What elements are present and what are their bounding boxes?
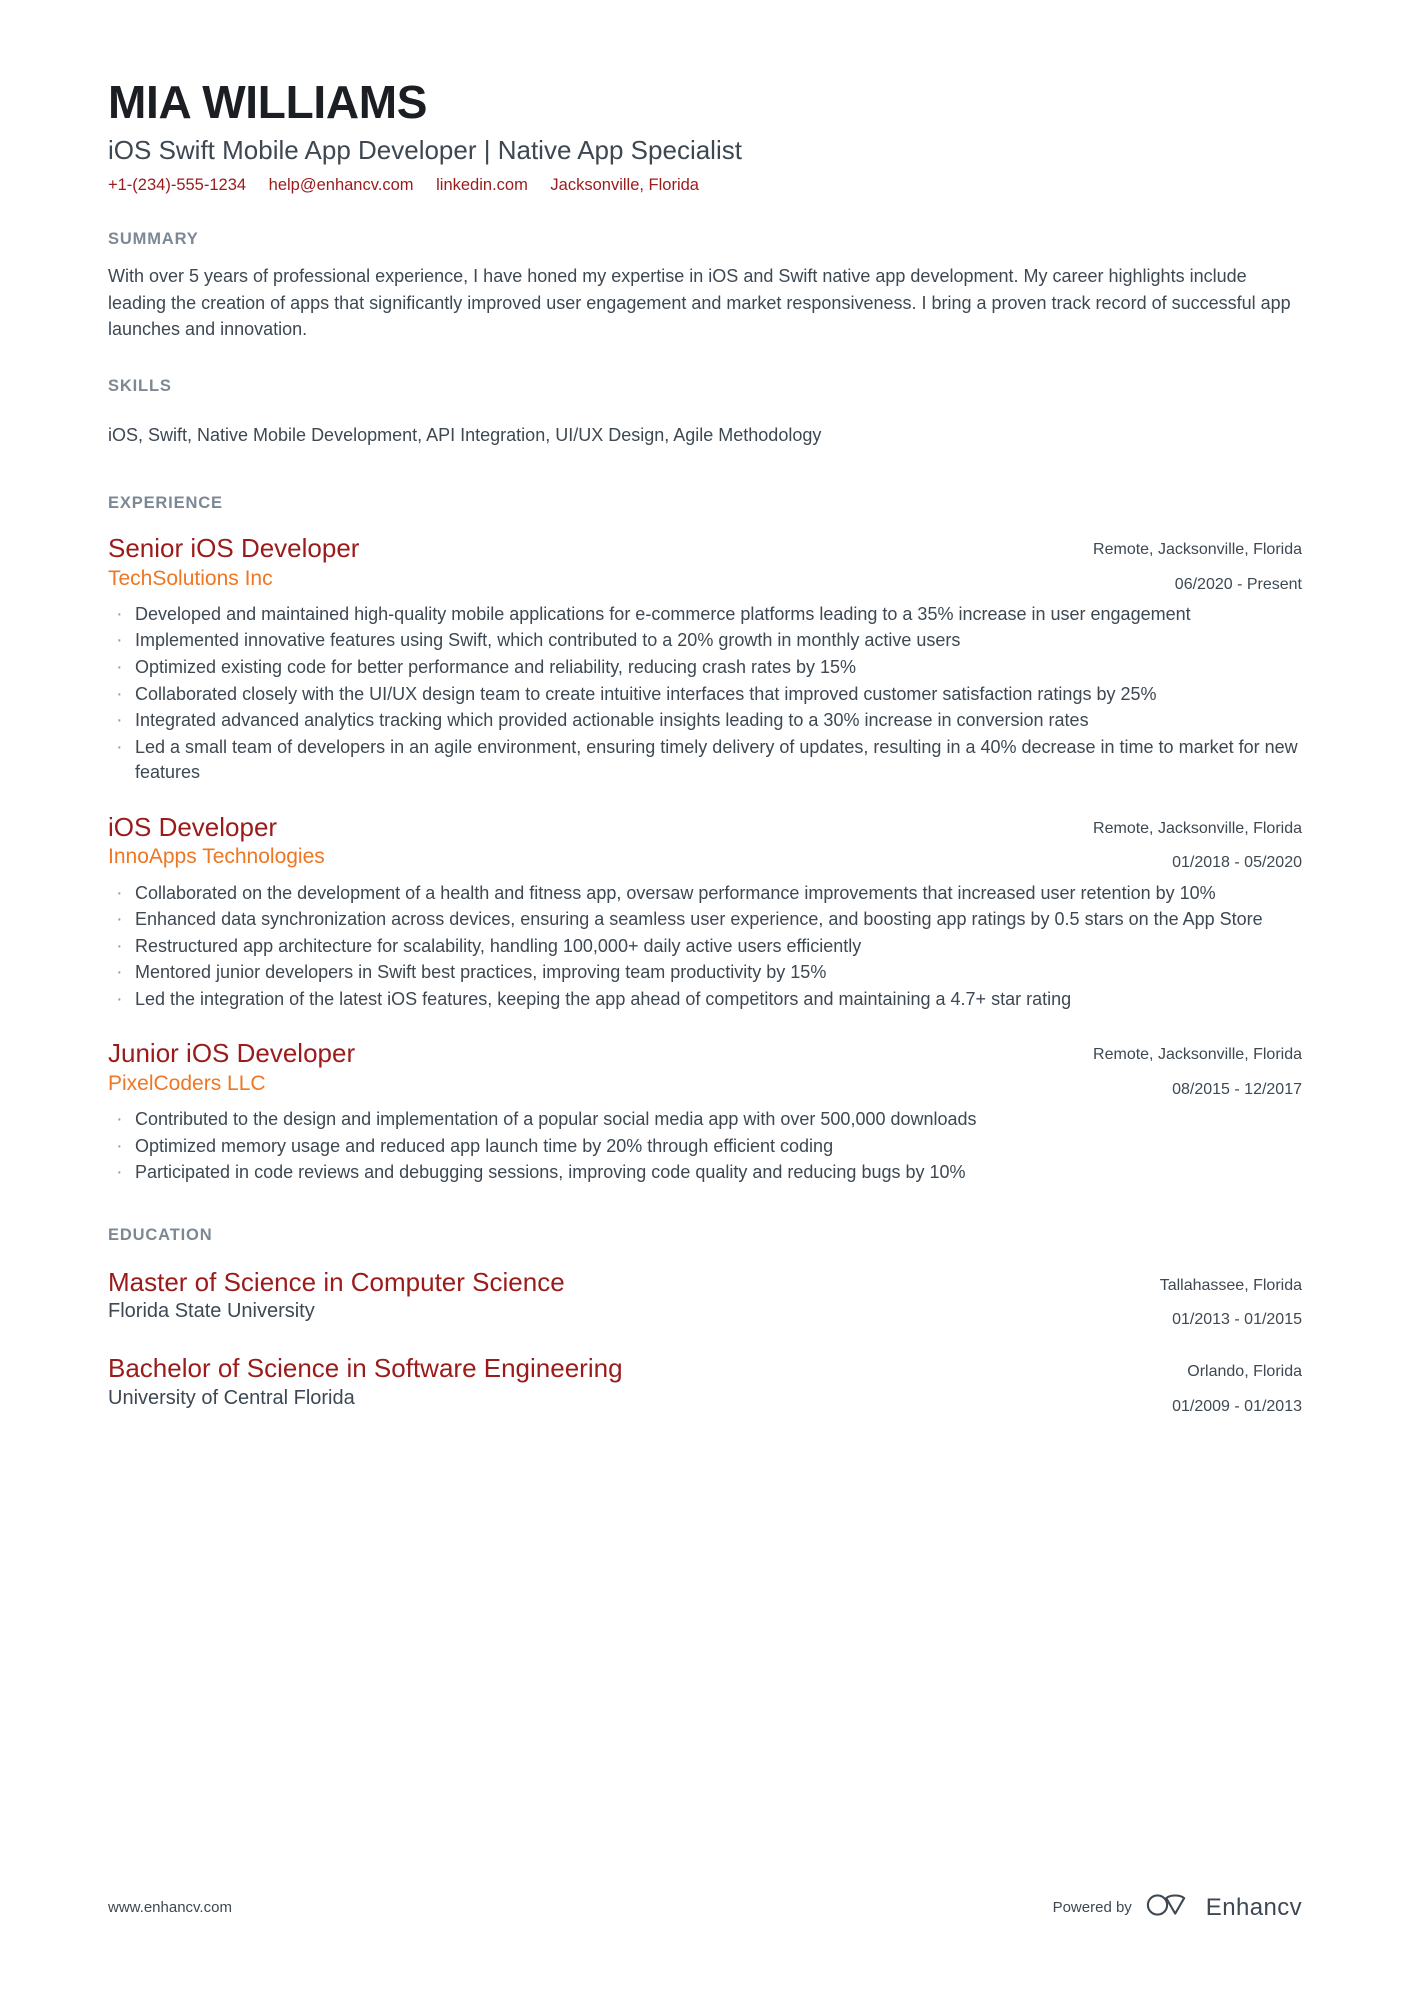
education-entry-head bbox=[108, 1267, 1302, 1332]
experience-role: Senior iOS Developer bbox=[108, 533, 360, 564]
section-summary bbox=[108, 230, 1302, 342]
list-item: · Enhanced data synchronization across devices, ensuring a seamless user experience, and boosting app ratings by 0.5 stars on the App Store bbox=[108, 907, 1302, 933]
list-item: · Led a small team of developers in an agile environment, ensuring timely delivery of updates, resulting in a 40% decrease in time to market for new features bbox=[108, 735, 1302, 786]
education-entry-right bbox=[1160, 1267, 1302, 1332]
section-title-summary: SUMMARY bbox=[108, 230, 199, 249]
resume-header bbox=[108, 0, 1302, 196]
experience-entry bbox=[108, 533, 1302, 786]
education-entry-left bbox=[108, 1353, 1172, 1411]
experience-company: PixelCoders LLC bbox=[108, 1071, 266, 1095]
list-item: · Developed and maintained high-quality mobile applications for e-commerce platforms leading to a 35% increase in user engagement bbox=[108, 602, 1302, 628]
experience-entry-left bbox=[108, 1038, 1093, 1097]
education-entry-right bbox=[1172, 1353, 1302, 1418]
education-dates: 01/2013 - 01/2015 bbox=[1172, 1311, 1302, 1329]
experience-entry-head bbox=[108, 812, 1302, 875]
experience-entry-right bbox=[1093, 533, 1302, 596]
section-experience bbox=[108, 494, 1302, 1186]
contact-location: Jacksonville, Florida bbox=[550, 175, 699, 194]
job-headline: iOS Swift Mobile App Developer | Native App Specialist bbox=[108, 134, 742, 165]
education-entry-head bbox=[108, 1353, 1302, 1418]
contact-line bbox=[108, 175, 1302, 196]
contact-phone[interactable]: +1-(234)-555-1234 bbox=[108, 175, 247, 194]
experience-bullets bbox=[108, 602, 1302, 786]
experience-entry-left bbox=[108, 812, 1093, 871]
education-degree: Master of Science in Computer Science bbox=[108, 1266, 565, 1297]
education-dates: 01/2009 - 01/2013 bbox=[1172, 1397, 1302, 1415]
education-school: Florida State University bbox=[108, 1300, 315, 1323]
list-item: · Collaborated closely with the UI/UX design team to create intuitive interfaces that improved customer satisfaction ratings by 25% bbox=[108, 682, 1302, 708]
experience-bullets bbox=[108, 1107, 1302, 1186]
list-item: · Contributed to the design and implementation of a popular social media app with over 500,000 downloads bbox=[108, 1107, 1302, 1133]
list-item: · Optimized memory usage and reduced app launch time by 20% through efficient coding bbox=[108, 1134, 1302, 1160]
list-item: · Optimized existing code for better performance and reliability, reducing crash rates by 15% bbox=[108, 655, 1302, 681]
list-item: · Mentored junior developers in Swift best practices, improving team productivity by 15% bbox=[108, 960, 1302, 986]
list-item: · Integrated advanced analytics tracking which provided actionable insights leading to a 30% increase in conversion rates bbox=[108, 708, 1302, 734]
list-item: · Participated in code reviews and debugging sessions, improving code quality and reducing bugs by 10% bbox=[108, 1160, 1302, 1186]
page-title: MIA WILLIAMS bbox=[108, 76, 428, 128]
experience-dates: 01/2018 - 05/2020 bbox=[1172, 854, 1302, 872]
footer-brand bbox=[1053, 1892, 1302, 1923]
experience-entry-head bbox=[108, 533, 1302, 596]
experience-location: Remote, Jacksonville, Florida bbox=[1093, 541, 1302, 559]
experience-entry bbox=[108, 1038, 1302, 1185]
experience-entry-head bbox=[108, 1038, 1302, 1101]
education-school: University of Central Florida bbox=[108, 1387, 355, 1410]
experience-role: iOS Developer bbox=[108, 811, 278, 842]
experience-entry-right bbox=[1093, 1038, 1302, 1101]
section-title-experience: EXPERIENCE bbox=[108, 494, 223, 513]
experience-dates: 08/2015 - 12/2017 bbox=[1172, 1080, 1302, 1098]
list-item: · Implemented innovative features using Swift, which contributed to a 20% growth in monthly active users bbox=[108, 628, 1302, 654]
section-title-education: EDUCATION bbox=[108, 1225, 213, 1244]
experience-company: InnoApps Technologies bbox=[108, 845, 325, 869]
experience-location: Remote, Jacksonville, Florida bbox=[1093, 1046, 1302, 1064]
experience-role: Junior iOS Developer bbox=[108, 1038, 356, 1069]
experience-entry-left bbox=[108, 533, 1093, 592]
footer-website-link[interactable]: www.enhancv.com bbox=[108, 1899, 232, 1916]
education-location: Orlando, Florida bbox=[1187, 1363, 1302, 1381]
experience-bullets bbox=[108, 881, 1302, 1013]
list-item: · Collaborated on the development of a health and fitness app, oversaw performance improvements that increased user retention by 10% bbox=[108, 881, 1302, 907]
experience-entry-right bbox=[1093, 812, 1302, 875]
contact-email[interactable]: help@enhancv.com bbox=[268, 175, 414, 194]
resume-footer bbox=[108, 1892, 1302, 1923]
enhancv-brand-name: Enhancv bbox=[1205, 1893, 1302, 1921]
section-title-skills: SKILLS bbox=[108, 376, 172, 395]
education-location: Tallahassee, Florida bbox=[1159, 1276, 1302, 1294]
skills-text: iOS, Swift, Native Mobile Development, API Integration, UI/UX Design, Agile Methodology bbox=[108, 424, 822, 445]
enhancv-logo-icon bbox=[1146, 1892, 1192, 1923]
contact-linkedin[interactable]: linkedin.com bbox=[436, 175, 528, 194]
experience-dates: 06/2020 - Present bbox=[1174, 575, 1302, 593]
list-item: · Restructured app architecture for scalability, handling 100,000+ daily active users efficiently bbox=[108, 934, 1302, 960]
list-item: · Led the integration of the latest iOS features, keeping the app ahead of competitors and maintaining a 4.7+ star rating bbox=[108, 987, 1302, 1013]
powered-by-label: Powered by bbox=[1052, 1899, 1132, 1916]
experience-location: Remote, Jacksonville, Florida bbox=[1093, 819, 1302, 837]
section-skills bbox=[108, 377, 1302, 448]
experience-company: TechSolutions Inc bbox=[108, 566, 273, 590]
summary-body bbox=[108, 263, 1302, 342]
education-degree: Bachelor of Science in Software Engineering bbox=[108, 1353, 623, 1384]
education-entry bbox=[108, 1267, 1302, 1332]
education-entry bbox=[108, 1353, 1302, 1418]
summary-text: With over 5 years of professional experience, I have honed my expertise in iOS and Swift native app development. My career highlights include leading the creation of apps that significantly improved user engagement and market responsiveness. I bring a proven track record of successful app launches and innovation. bbox=[108, 266, 1291, 340]
experience-entry bbox=[108, 812, 1302, 1013]
section-education bbox=[108, 1226, 1302, 1419]
education-entry-left bbox=[108, 1267, 1160, 1325]
